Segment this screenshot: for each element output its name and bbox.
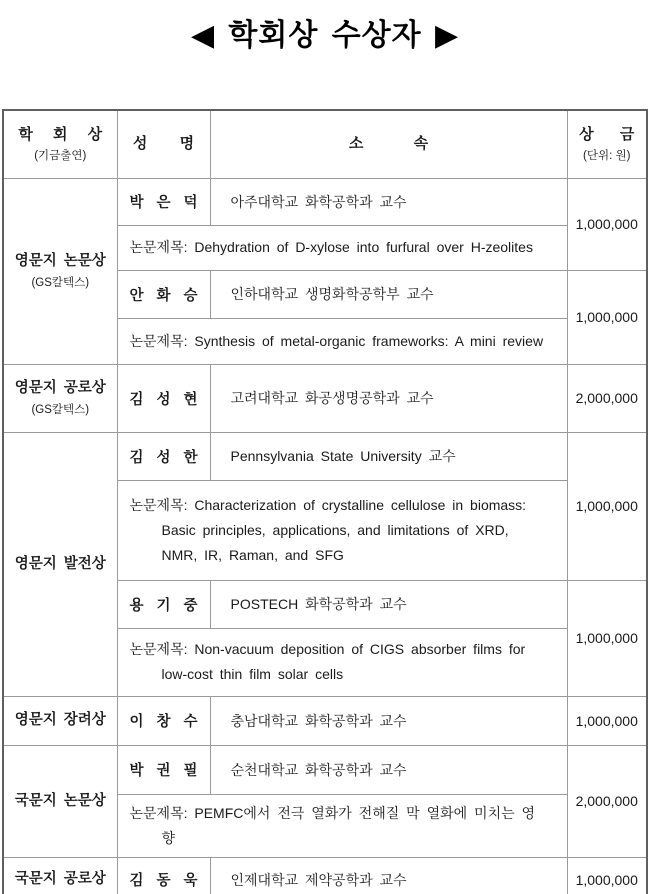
award-category-label: 국문지 공로상 <box>14 871 106 888</box>
affiliation-cell: 인하대학교 생명화학공학부 교수 <box>210 270 567 318</box>
paper-title-cell: 논문제목: Dehydration of D-xylose into furfural over H-zeolites <box>117 225 567 270</box>
award-category-sublabel: (GS칼텍스) <box>31 403 90 416</box>
paper-title-cell: 논문제목: Characterization of crystalline cellulose in biomass: Basic principles, applications, and limitations of XRD, NMR, IR, Raman, and SFG <box>117 480 567 580</box>
paper-title-cell: 논문제목: Synthesis of metal-organic frameworks: A mini review <box>117 318 567 364</box>
page-title: ◀ 학회상 수상자 ▶ <box>190 19 460 52</box>
awardee-name-cell: 용 기 중 <box>117 580 210 628</box>
header-prize-cell <box>567 110 647 178</box>
awardee-name-cell: 김 동 욱 <box>117 857 210 894</box>
awardee-name-cell: 박 권 필 <box>117 745 210 794</box>
award-category-label: 영문지 장려상 <box>14 712 106 729</box>
paper-title-cell: 논문제목: Non-vacuum deposition of CIGS absorber films for low-cost thin film solar cells <box>117 628 567 696</box>
table-row <box>3 178 647 225</box>
award-category-label: 영문지 논문상 <box>14 253 106 270</box>
header-prize-sublabel: (단위: 원) <box>583 149 631 162</box>
awardee-name-cell: 박 은 덕 <box>117 178 210 225</box>
paper-title-cell: 논문제목: PEMFC에서 전극 열화가 전해질 막 열화에 미치는 영향 <box>117 794 567 857</box>
awardee-name-cell: 김 성 현 <box>117 364 210 432</box>
prize-amount-cell: 1,000,000 <box>567 432 647 580</box>
affiliation-cell: POSTECH 화학공학과 교수 <box>210 580 567 628</box>
awardee-name-cell: 이 창 수 <box>117 696 210 745</box>
table-row <box>3 364 647 432</box>
award-category-sublabel: (GS칼텍스) <box>31 276 90 289</box>
header-affiliation-cell <box>210 110 567 178</box>
affiliation-cell: 아주대학교 화학공학과 교수 <box>210 178 567 225</box>
prize-amount-cell: 2,000,000 <box>567 364 647 432</box>
award-category-cell <box>3 364 117 432</box>
header-award-cell <box>3 110 117 178</box>
prize-amount-cell: 1,000,000 <box>567 696 647 745</box>
award-category-label: 영문지 공로상 <box>14 380 106 397</box>
header-award-label: 학 회 상 <box>18 125 103 143</box>
table-row <box>3 745 647 794</box>
award-category-cell <box>3 696 117 745</box>
award-category-label: 국문지 논문상 <box>14 792 106 809</box>
affiliation-cell: 고려대학교 화공생명공학과 교수 <box>210 364 567 432</box>
affiliation-cell: Pennsylvania State University 교수 <box>210 432 567 480</box>
award-category-label: 영문지 발전상 <box>14 555 106 572</box>
awardee-name-cell: 김 성 한 <box>117 432 210 480</box>
header-prize-label: 상 금 <box>579 125 635 143</box>
awards-table <box>2 109 648 894</box>
header-award-sublabel: (기금출연) <box>34 149 87 162</box>
affiliation-cell: 인제대학교 제약공학과 교수 <box>210 857 567 894</box>
header-affiliation-label: 소 속 <box>348 134 429 152</box>
award-category-cell <box>3 432 117 696</box>
award-category-cell <box>3 178 117 364</box>
prize-amount-cell: 2,000,000 <box>567 745 647 857</box>
affiliation-cell: 충남대학교 화학공학과 교수 <box>210 696 567 745</box>
award-category-cell <box>3 857 117 894</box>
prize-amount-cell: 1,000,000 <box>567 857 647 894</box>
table-row <box>3 857 647 894</box>
header-name-label: 성 명 <box>132 134 195 152</box>
affiliation-cell: 순천대학교 화학공학과 교수 <box>210 745 567 794</box>
awardee-name-cell: 안 화 승 <box>117 270 210 318</box>
table-row <box>3 432 647 480</box>
table-header-row <box>3 110 647 178</box>
header-name-cell <box>117 110 210 178</box>
prize-amount-cell: 1,000,000 <box>567 178 647 270</box>
award-category-cell <box>3 745 117 857</box>
table-row <box>3 696 647 745</box>
prize-amount-cell: 1,000,000 <box>567 580 647 696</box>
prize-amount-cell: 1,000,000 <box>567 270 647 364</box>
